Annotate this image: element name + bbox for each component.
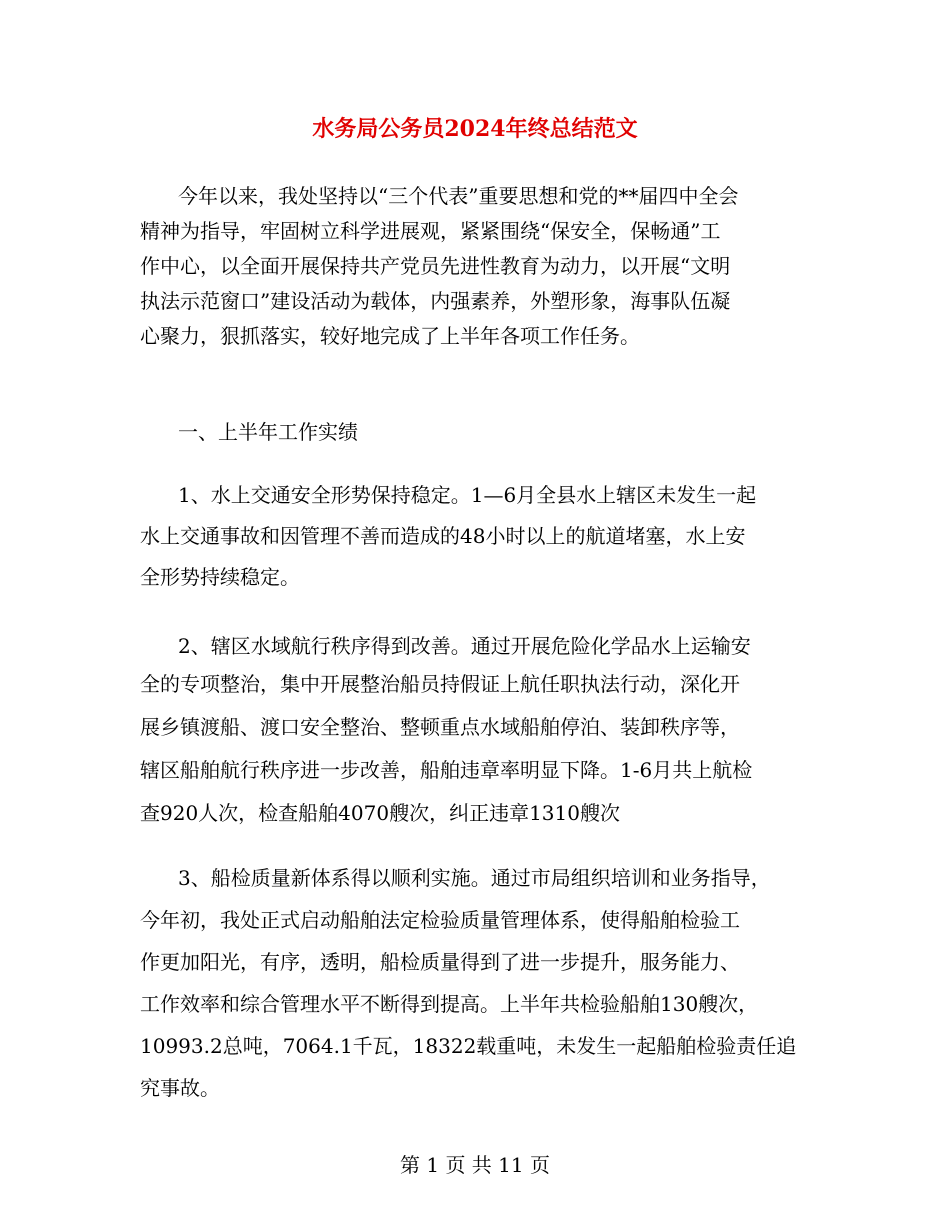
paragraph-line: 水上交通事故和因管理不善而造成的48小时以上的航道堵塞，水上安 [140,524,746,548]
paragraph-line: 今年以来，我处坚持以“三个代表”重要思想和党的**届四中全会 [178,184,739,208]
paragraph-line: 全形势持续稳定。 [140,565,300,589]
paragraph-line: 今年初，我处正式启动船舶法定检验质量管理体系，使得船舶检验工 [140,908,740,932]
paragraph-line: 全的专项整治，集中开展整治船员持假证上航任职执法行动，深化开 [140,672,740,696]
paragraph-line: 辖区船舶航行秩序进一步改善，船舶违章率明显下降。1-6月共上航检 [140,758,753,782]
paragraph-line: 查920人次，检查船舶4070艘次，纠正违章1310艘次 [140,801,620,825]
paragraph-line: 展乡镇渡船、渡口安全整治、整顿重点水域船舶停泊、装卸秩序等， [140,715,740,739]
paragraph-line: 心聚力，狠抓落实，较好地完成了上半年各项工作任务。 [140,324,640,348]
paragraph-line: 3、船检质量新体系得以顺利实施。通过市局组织培训和业务指导， [178,866,771,890]
paragraph-line: 2、辖区水域航行秩序得到改善。通过开展危险化学品水上运输安 [178,634,751,658]
paragraph-line: 究事故。 [140,1076,220,1100]
paragraph-line: 精神为指导，牢固树立科学进展观，紧紧围绕“保安全，保畅通”工 [140,219,721,243]
section-heading: 一、上半年工作实绩 [178,420,358,444]
paragraph-line: 作更加阳光，有序，透明，船检质量得到了进一步提升，服务能力、 [140,950,740,974]
paragraph-line: 1、水上交通安全形势保持稳定。1—6月全县水上辖区未发生一起 [178,483,757,507]
paragraph-line: 工作效率和综合管理水平不断得到提高。上半年共检验船舶130艘次， [140,992,759,1016]
document-title: 水务局公务员2024年终总结范文 [312,116,638,142]
paragraph-line: 执法示范窗口”建设活动为载体，内强素养，外塑形象，海事队伍凝 [140,289,731,313]
paragraph-line: 10993.2总吨，7064.1千瓦，18322载重吨，未发生一起船舶检验责任追 [140,1034,797,1058]
paragraph-line: 作中心，以全面开展保持共产党员先进性教育为动力，以开展“文明 [140,254,731,278]
page-footer: 第 1 页 共 11 页 [400,1153,550,1177]
